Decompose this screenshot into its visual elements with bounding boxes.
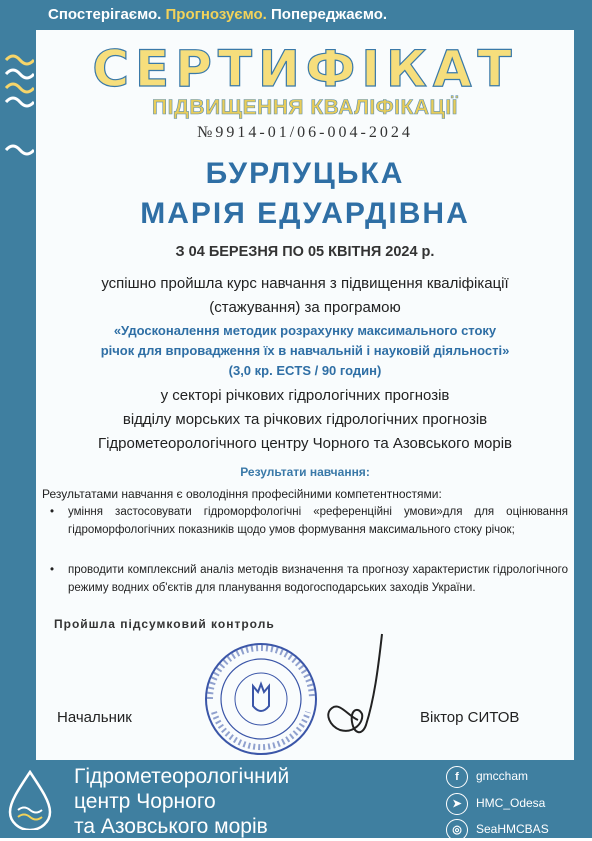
training-period: З 04 БЕРЕЗНЯ ПО 05 КВІТНЯ 2024 р. <box>175 244 435 260</box>
signatory-position: Начальник <box>57 709 132 726</box>
footer-organization <box>74 764 289 839</box>
certificate-subtitle: ПІДВИЩЕННЯ КВАЛІФІКАЦІЇ <box>152 96 458 119</box>
telegram-icon: ➤ <box>446 793 468 815</box>
completion-line-1: успішно пройшла курс навчання з підвищення кваліфікації <box>101 275 509 292</box>
facebook-icon: f <box>446 766 468 788</box>
results-title: Результати навчання: <box>240 465 370 479</box>
header-slogan <box>0 0 592 30</box>
place-line-2: відділу морських та річкових гідрологічних прогнозів <box>122 411 488 428</box>
recipient-given-names: МАРІЯ ЕДУАРДІВНА <box>140 197 470 230</box>
instagram-icon: ◎ <box>446 819 468 841</box>
waves-icon <box>4 40 34 190</box>
program-credits: (3,0 кр. ECTS / 90 годин) <box>228 363 382 378</box>
signatory-name: Віктор СИТОВ <box>420 709 520 726</box>
bullet-icon: • <box>50 506 55 518</box>
completion-line-2: (стажування) за програмою <box>209 299 401 316</box>
recipient-surname: БУРЛУЦЬКА <box>205 157 405 190</box>
result-item <box>50 503 568 539</box>
place-line-3: Гідрометеорологічного центру Чорного та Азовського морів <box>97 435 513 452</box>
certificate-number: №9914-01/06-004-2024 <box>197 124 413 141</box>
results-intro: Результатами навчання є оволодіння професійними компетентностями: <box>42 487 442 501</box>
slogan-forecast: Прогнозуємо. <box>165 6 267 23</box>
signature-icon <box>318 630 388 740</box>
social-telegram[interactable] <box>446 793 545 815</box>
place-line-1: у секторі річкових гідрологічних прогнозів <box>160 387 450 404</box>
official-seal-icon <box>202 640 320 758</box>
bullet-icon: • <box>50 564 55 576</box>
org-line-3: та Азовського морів <box>74 815 268 838</box>
final-control-note: Пройшла підсумковий контроль <box>54 617 275 631</box>
facebook-handle: gmccham <box>476 769 529 784</box>
social-facebook[interactable] <box>446 766 528 788</box>
instagram-handle: SeaHMCBAS <box>476 822 549 837</box>
program-title-line-2: річок для впровадження їх в навчальній і науковій діяльності» <box>100 343 510 358</box>
result-item-text: уміння застосовувати гідроморфологічні «референційні умови»для для оцінювання гідроморфологічних показників щодо умов формування максимального стоку річок; <box>68 506 568 536</box>
telegram-handle: HMC_Odesa <box>476 796 546 811</box>
slogan-warn: Попереджаємо. <box>271 6 388 23</box>
org-line-2: центр Чорного <box>74 790 216 813</box>
result-item <box>50 561 568 597</box>
certificate-title: СЕРТИФІКАТ <box>92 40 518 98</box>
program-title-line-1: «Удосконалення методик розрахунку максимального стоку <box>113 323 497 338</box>
slogan-observe: Спостерігаємо. <box>48 6 162 23</box>
org-line-1: Гідрометеорологічний <box>74 765 290 788</box>
water-drop-logo-icon <box>8 770 52 830</box>
result-item-text: проводити комплексний аналіз методів визначення та прогнозу характеристик гідрологічного режиму водних об'єктів для планування водогосподарських заходів України. <box>68 564 568 594</box>
